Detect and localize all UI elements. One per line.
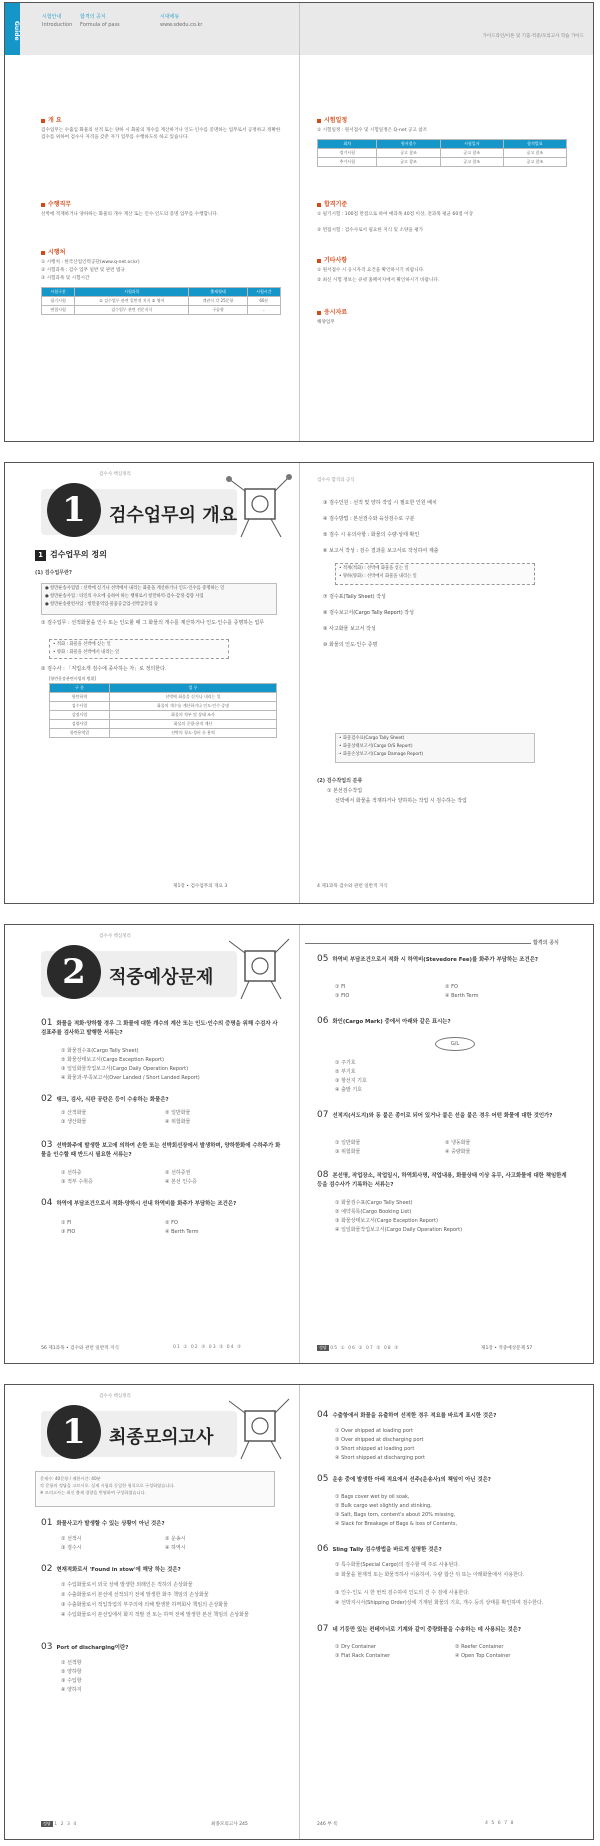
q07-option[interactable]: ③ 위험화물 <box>335 1149 361 1155</box>
chapter-small-label: 검수사 핵심정리 <box>99 472 131 477</box>
m04-option[interactable]: ③ Short shipped at loading port <box>335 1446 415 1452</box>
question-07: 07 선적지(서도지)와 동 붙은 종이로 되어 있거나 붙은 선을 붙은 경우 어떤 화물에 대한 것인가? <box>317 1110 553 1120</box>
q06-option[interactable]: ③ 항선지 기호 <box>335 1078 367 1084</box>
table-header: 시험시간 <box>247 288 280 297</box>
mock-intro-box: 문제수: 40문항 / 제한시간: 40분 각 문항의 정답을 고르시오. 실제 시험과 동일한 형식으로 구성하였습니다. ※ 모의고사는 최신 출제 경향을 반영하여 구성하였습니다. <box>35 1471 275 1507</box>
chapter-title: 검수업무의 개요 <box>109 505 237 526</box>
duty-heading: 수행직무 <box>41 199 71 208</box>
m05-option[interactable]: ④ Slack for Breakage of Bags & loss of Contents, <box>335 1521 458 1527</box>
q05-option[interactable]: ③ FIO <box>335 993 350 999</box>
m04-option[interactable]: ① Over shipped at loading port <box>335 1428 413 1434</box>
right-folio: 검수사 합격의 공식 <box>317 478 355 483</box>
m06-option[interactable]: ③ 인수·인도 시 한 번씩 검수하여 인도의 건 수 검에 사용한다. <box>335 1590 470 1596</box>
chapter1-spread <box>4 462 594 904</box>
m07-option[interactable]: ③ Flat Rack Container <box>335 1653 391 1659</box>
q08-option[interactable]: ② 예약목록(Cargo Booking List) <box>335 1209 412 1215</box>
m07-option[interactable]: ② Reefer Container <box>455 1644 504 1650</box>
q08-option[interactable]: ③ 화물상태보고서(Cargo Exception Report) <box>335 1218 438 1224</box>
question-03: 03 Port of discharging이란? <box>41 1642 129 1652</box>
q07-option[interactable]: ② 냉동화물 <box>445 1140 471 1146</box>
question-08: 08 본선명, 작업장소, 작업일시, 하역회사명, 작업내용, 화물상태 이상 유무, 사고화물에 대한 책임한계 등을 검수사가 기록하는 서류는? <box>317 1170 567 1188</box>
q06-option[interactable]: ② 부기호 <box>335 1069 356 1075</box>
etc-heading: 기타사항 <box>317 255 347 264</box>
q04-option[interactable]: ① FI <box>61 1220 72 1226</box>
exam-heading: 시행처 <box>41 247 65 256</box>
table-row: 정기시험 공고 참조 공고 참조 공고 참조 <box>318 149 567 158</box>
mock-test-spread <box>4 1384 594 1840</box>
strip-col-3: 시대에듀 www.sdedu.co.kr <box>160 14 203 28</box>
question-01: 01 화물사고가 발생할 수 있는 상황이 아닌 것은? <box>41 1518 165 1528</box>
box-line-1: ● 항만운송사업법 : 선박에 싣거나 선박에서 내리는 화물을 계산하거나 인도·인수를 증명하는 일 <box>45 586 225 591</box>
overview-text: 검수업무는 수출입 화물의 선적 또는 양하 시 화물의 개수를 계산하거나 인도·인수를 증명하는 업무로서 공정하고 정확한 검수를 위하여 검수사 자격을 갖춘 자가 업무를 수행하도록 하고 있습니다. <box>41 128 281 141</box>
table-header: 시험일자 <box>440 140 503 149</box>
m03-option[interactable]: ① 선적항 <box>61 1660 82 1666</box>
q02-option[interactable]: ④ 위험화물 <box>165 1119 191 1125</box>
m04-option[interactable]: ② Over shipped at discharging port <box>335 1437 424 1443</box>
table-row: 검수사업 화물의 개수를 계산하거나 인도·인수 증명 <box>50 702 277 711</box>
m07-option[interactable]: ① Dry Container <box>335 1644 376 1650</box>
table-header: 원서접수 <box>377 140 440 149</box>
m02-option[interactable]: ④ 수입화물로서 본선입에서 화지 적발 전 또는 하역 전에 발생한 본선 책임의 손상화물 <box>61 1612 249 1618</box>
cargo-mark-oval: G/L <box>435 1037 475 1051</box>
chapter-number: 1 <box>47 1405 101 1459</box>
schedule-heading: 시험일정 <box>317 115 347 124</box>
right-footer-nums: 4 5 6 7 8 <box>485 1821 515 1826</box>
q01-option[interactable]: ② 화물상태보고서(Cargo Exception Report) <box>61 1057 164 1063</box>
table-header: 합격발표 <box>503 140 566 149</box>
table-row: 필기시험 ① 검수업무 관련 일반적 지식 ② 영어 객관식 각 25문항 60분 <box>42 297 281 306</box>
table-header: 회차 <box>318 140 377 149</box>
guide-header-strip <box>20 3 594 55</box>
right-item-4: ⑥ 보고서 작성 : 검수 결과를 보고서로 작성하여 제출 <box>323 548 439 554</box>
pass-line-2: ② 면접시험 : 검수사로서 필요한 지식 및 소양을 평가 <box>317 228 424 233</box>
page-gutter <box>299 463 300 903</box>
sub-text: 선박에서 화물을 적재하거나 양하하는 작업 시 검수하는 작업 <box>335 798 467 804</box>
table-header: 시험과목 <box>75 288 189 297</box>
etc-line-1: ① 원서접수 시 응시자격 요건을 확인하시기 바랍니다. <box>317 268 425 273</box>
m06-option[interactable]: ① 특수화물(Special Cargo)의 검수할 때 주로 사용된다. <box>335 1562 460 1568</box>
q08-option[interactable]: ④ 일일화물작업보고서(Cargo Daily Operation Report) <box>335 1227 463 1233</box>
q01-option[interactable]: ④ 화물과·부족보고서(Over Landed / Short Landed Report) <box>61 1075 200 1081</box>
exam-subject-table <box>41 287 281 315</box>
page-gutter <box>299 925 300 1363</box>
right-box2-line-3: • 화물손상보고서(Cargo Damage Report) <box>339 752 424 757</box>
schedule-table <box>317 139 567 167</box>
dash-line-1: • 적화 : 화물을 선박에 싣는 일 <box>53 642 111 647</box>
question-01: 01 화물을 적화·양하할 경우 그 화물에 대한 개수의 계산 또는 인도·인수의 증명을 위해 수검자 사검표주를 검사하고 발행한 서류는? <box>41 1018 278 1036</box>
question-02: 02 탱크, 검사, 식판 공란은 등이 수송하는 화물은? <box>41 1094 169 1104</box>
right-item2-2: ⑧ 검수보고서(Cargo Tally Report) 작성 <box>323 610 414 616</box>
robot-illustration-icon <box>219 931 299 1005</box>
scope-table <box>49 683 277 738</box>
table-row: 검량사업 화물의 중량·용적 계산 <box>50 720 277 729</box>
q06-option[interactable]: ④ 출발 기호 <box>335 1087 362 1093</box>
q03-option[interactable]: ① 선하증 <box>61 1170 82 1176</box>
left-footer: 56 제1과목 • 검수와 관련 일반적 지식 <box>41 1346 119 1351</box>
right-item-2: ④ 검수방법 : 본선검수와 육상검수로 구분 <box>323 516 415 522</box>
right-box-line-2: • 양하(양화) : 선박에서 화물을 내리는 일 <box>339 574 417 579</box>
m05-option[interactable]: ① Bags cover wet by oil soak, <box>335 1494 410 1500</box>
q02-option[interactable]: ② 일반화물 <box>165 1110 191 1116</box>
chapter-small-label: 검수사 핵심정리 <box>99 1394 131 1399</box>
right-item2-4: ⑩ 화물의 인도·인수 증명 <box>323 642 378 648</box>
m01-option[interactable]: ③ 검수시 <box>61 1545 82 1551</box>
q06-option[interactable]: ① 주기호 <box>335 1060 356 1066</box>
q03-option[interactable]: ④ 본선 인수증 <box>165 1179 197 1185</box>
guide-page <box>4 2 594 442</box>
m04-option[interactable]: ④ Short shipped at discharging port <box>335 1455 425 1461</box>
q05-option[interactable]: ② FO <box>445 984 458 990</box>
header-rule <box>305 943 531 944</box>
q07-option[interactable]: ① 일반화물 <box>335 1140 361 1146</box>
robot-illustration-icon <box>219 1391 299 1465</box>
left-footer-answers: 01 ① 02 ③ 03 ② 04 ③ <box>173 1345 243 1350</box>
table-header: 시험구분 <box>42 288 75 297</box>
right-footer: 4 제1과목 검수와 관련 일반적 지식 <box>317 884 388 889</box>
dash-line-2: • 양화 : 화물을 선박에서 내리는 일 <box>53 650 120 655</box>
exam-line-2: ② 시험과목 : 검수 업무 일반 및 관련 법규 <box>41 268 125 273</box>
sub-heading: (2) 검수작업의 분류 <box>317 778 363 784</box>
right-box2-line-1: • 화물검수표(Cargo Tally Sheet) <box>339 736 405 741</box>
robot-illustration-icon <box>219 469 299 543</box>
m03-option[interactable]: ③ 수입항 <box>61 1678 82 1684</box>
q04-option[interactable]: ④ Berth Term <box>165 1229 199 1235</box>
right-box2-line-2: • 화물상태보고서(Cargo O/S Report) <box>339 744 413 749</box>
strip-right-text: 가이드라인/이론 및 기출·적중/모의고사 학습 가이드 <box>482 34 584 39</box>
m01-option[interactable]: ① 선적시 <box>61 1536 82 1542</box>
right-box-line-1: • 적재(적화) : 선박에 화물을 싣는 일 <box>339 566 409 571</box>
m01-option[interactable]: ② 운송시 <box>165 1536 186 1542</box>
box-line-2: ● 항만운송사업 : 타인의 수요에 응하여 하는 행위로서 항만하역·검수·감정·검량 사업 <box>45 594 204 599</box>
question-03: 03 선박화주에 발생한 보고에 의하여 손한 또는 선박회선장에서 발생하며, 양하한화에 수하주가 화물을 인수할 때 반드시 필요한 서류는? <box>41 1140 281 1158</box>
left-footer: 최종모의고사 245 <box>211 1822 248 1827</box>
m05-option[interactable]: ② Bulk cargo wet slightly and stinking, <box>335 1503 432 1509</box>
q02-option[interactable]: ① 산적화물 <box>61 1110 87 1116</box>
m07-option[interactable]: ④ Open Top Container <box>455 1653 511 1659</box>
exam-line-1: ① 시행처 : 한국산업인력공단(www.q-net.or.kr) <box>41 260 140 265</box>
table-header: 구 분 <box>50 684 110 693</box>
q07-option[interactable]: ④ 중량화물 <box>445 1149 471 1155</box>
org-text: 해양업무 <box>317 320 335 325</box>
q01-option[interactable]: ① 화물검수표(Cargo Tally Sheet) <box>61 1048 139 1054</box>
question-04: 04 수출항에서 화물을 유출하여 선적한 경우 적요를 바르게 표시한 것은? <box>317 1410 497 1420</box>
duty-text: 선박에 적재하거나 양하하는 화물의 개수 계산 또는 인수·인도의 증명 업무를 수행합니다. <box>41 212 219 217</box>
page-gutter <box>299 3 300 441</box>
strip-col-1: 시험안내 Introduction <box>42 14 73 28</box>
m03-option[interactable]: ④ 양하지 <box>61 1687 82 1693</box>
question-05: 05 하역비 부담조건으로서 적화 시 하역비(Stevedore Fee)를 화주가 부담하는 조건은? <box>317 954 539 964</box>
page-gutter <box>299 1385 300 1839</box>
right-item2-1: ⑦ 검수표(Tally Sheet) 작성 <box>323 594 386 600</box>
question-07: 07 네 기둥만 있는 컨테이너로 기계와 같이 중량화물을 수송하는 데 사용되는 것은? <box>317 1624 521 1634</box>
question-05: 05 운송 중에 발생한 아래 적요에서 선주(운송사)의 책임이 아닌 것은? <box>317 1474 491 1484</box>
m06-option[interactable]: ② 화물을 현재적 또는 화물적하사 이용하여, 수량 합산 뒤 또는 아래화물에서 사용한다. <box>335 1572 525 1578</box>
left-footer-answers: 정답 1 2 3 4 <box>43 1821 78 1827</box>
pass-line-1: ① 필기시험 : 100점 만점으로 하여 매과목 40점 이상, 전과목 평균 60점 이상 <box>317 212 474 217</box>
pass-heading: 합격기준 <box>317 199 347 208</box>
q03-option[interactable]: ② 선하증권 <box>165 1170 191 1176</box>
left-footer: 제1장 • 검수업무의 개요 3 <box>173 884 228 889</box>
section-heading: 1 검수업무의 정의 <box>35 549 107 561</box>
right-item-1: ③ 검수인원 : 선적 및 양하 작업 시 필요한 인원 배치 <box>323 500 437 506</box>
q02-option[interactable]: ③ 생산화물 <box>61 1119 87 1125</box>
m03-option[interactable]: ② 양하항 <box>61 1669 82 1675</box>
m06-option[interactable]: ④ 선박지시서(Shipping Order)상에 기재된 화물의 기호, 개수 등의 상태를 확인하며 검수한다. <box>335 1600 544 1606</box>
table-header: 출제형태 <box>189 288 247 297</box>
chapter-title: 최종모의고사 <box>109 1427 214 1448</box>
right-footer: 246 부 록 <box>317 1822 338 1827</box>
table-row: 면접시험 검수업무 관련 전문지식 구술형 - <box>42 306 281 315</box>
chapter-small-label: 검수사 핵심정리 <box>99 934 131 939</box>
table-row: 항만하역 선박에 화물을 싣거나 내리는 일 <box>50 693 277 702</box>
question-06: 06 Sling Tally 검수방법을 바르게 설명한 것은? <box>317 1544 442 1554</box>
q04-option[interactable]: ③ FIO <box>61 1229 76 1235</box>
question-04: 04 하역에 부담조건으로서 적화·양하시 선내 하역비를 화주가 부담하는 조건은? <box>41 1198 237 1208</box>
schedule-line: ① 시험일정 : 원서접수 및 시험일정은 Q-net 공고 참조 <box>317 128 428 133</box>
box-line-3: ● 항만운송관련사업 : 항만용역업·물품공급업·선박급유업 등 <box>45 602 159 607</box>
header-label: 합격의 공식 <box>533 940 559 946</box>
q05-option[interactable]: ④ Berth Term <box>445 993 479 999</box>
chapter-number: 2 <box>47 945 101 999</box>
sub-item: ① 본선검수작업 <box>327 788 363 794</box>
m02-option[interactable]: ① 수입화물로서 외국 상에 발생한 외래인은 적하의 손상화물 <box>61 1582 193 1588</box>
m05-option[interactable]: ③ Salt, Bags torn, content's about 20% missing, <box>335 1512 456 1518</box>
table-row: 감정사업 화물의 적부 및 상태 조사 <box>50 711 277 720</box>
exam-line-3: ③ 시험과목 및 시험시간 <box>41 276 90 281</box>
question-06: 06 화인(Cargo Mark) 중에서 아래와 같은 표시는? <box>317 1016 451 1026</box>
right-item2-3: ⑨ 사고화물 보고서 작성 <box>323 626 376 632</box>
chapter-title: 적중예상문제 <box>109 967 214 988</box>
q08-option[interactable]: ① 화물검수표(Cargo Tally Sheet) <box>335 1200 413 1206</box>
expected-questions-spread <box>4 924 594 1364</box>
right-item-3: ⑤ 검수 시 유의사항 : 화물의 수량·상태 확인 <box>323 532 420 538</box>
subsection-heading: (1) 검수업무란? <box>35 570 72 576</box>
q03-option[interactable]: ③ 적부 수취증 <box>61 1179 93 1185</box>
question-02: 02 현재적화로서 'Found in stow'에 해당 하는 것은? <box>41 1564 181 1574</box>
m02-option[interactable]: ③ 수출화물로서 적입작업의 부주의에 의해 발생한 하역회사 책임의 손상화물 <box>61 1602 228 1608</box>
table-caption: [항만운송관련사업의 범위] <box>49 676 96 681</box>
q01-option[interactable]: ③ 일일화물작업보고서(Cargo Daily Operation Report) <box>61 1066 189 1072</box>
etc-line-2: ② 최신 시험 정보는 큐넷 홈페이지에서 확인하시기 바랍니다. <box>317 278 440 283</box>
item-1: ① 검수업무 : 선적화물을 인수 또는 인도할 때 그 화물의 개수를 계산하거나 인도·인수를 증명하는 업무 <box>41 620 265 626</box>
m01-option[interactable]: ④ 하역시 <box>165 1545 186 1551</box>
q04-option[interactable]: ② FO <box>165 1220 178 1226</box>
table-row: 항만용역업 선박의 청소·경비 등 용역 <box>50 729 277 738</box>
strip-col-2: 합격의 공식 Formula of pass <box>80 14 120 28</box>
right-footer-answers: 정답 05 ① 06 ② 07 ② 08 ③ <box>319 1345 400 1351</box>
overview-heading: 개 요 <box>41 115 62 124</box>
chapter-number: 1 <box>47 483 101 537</box>
right-footer: 제1장 • 적중예상문제 57 <box>481 1346 533 1351</box>
q05-option[interactable]: ① FI <box>335 984 346 990</box>
table-header: 업 무 <box>110 684 277 693</box>
m02-option[interactable]: ② 수출화물로서 본선에 선적되기 전에 발생한 화주 책임의 손상화물 <box>61 1592 209 1598</box>
guide-tab: Guide <box>5 3 20 55</box>
table-row: 추가시험 공고 참조 공고 참조 공고 참조 <box>318 158 567 167</box>
item-2: ② 검수사 : 「직업소개 검수에 종사하는 자」로 정의한다. <box>41 666 167 672</box>
org-heading: 응시자료 <box>317 307 347 316</box>
